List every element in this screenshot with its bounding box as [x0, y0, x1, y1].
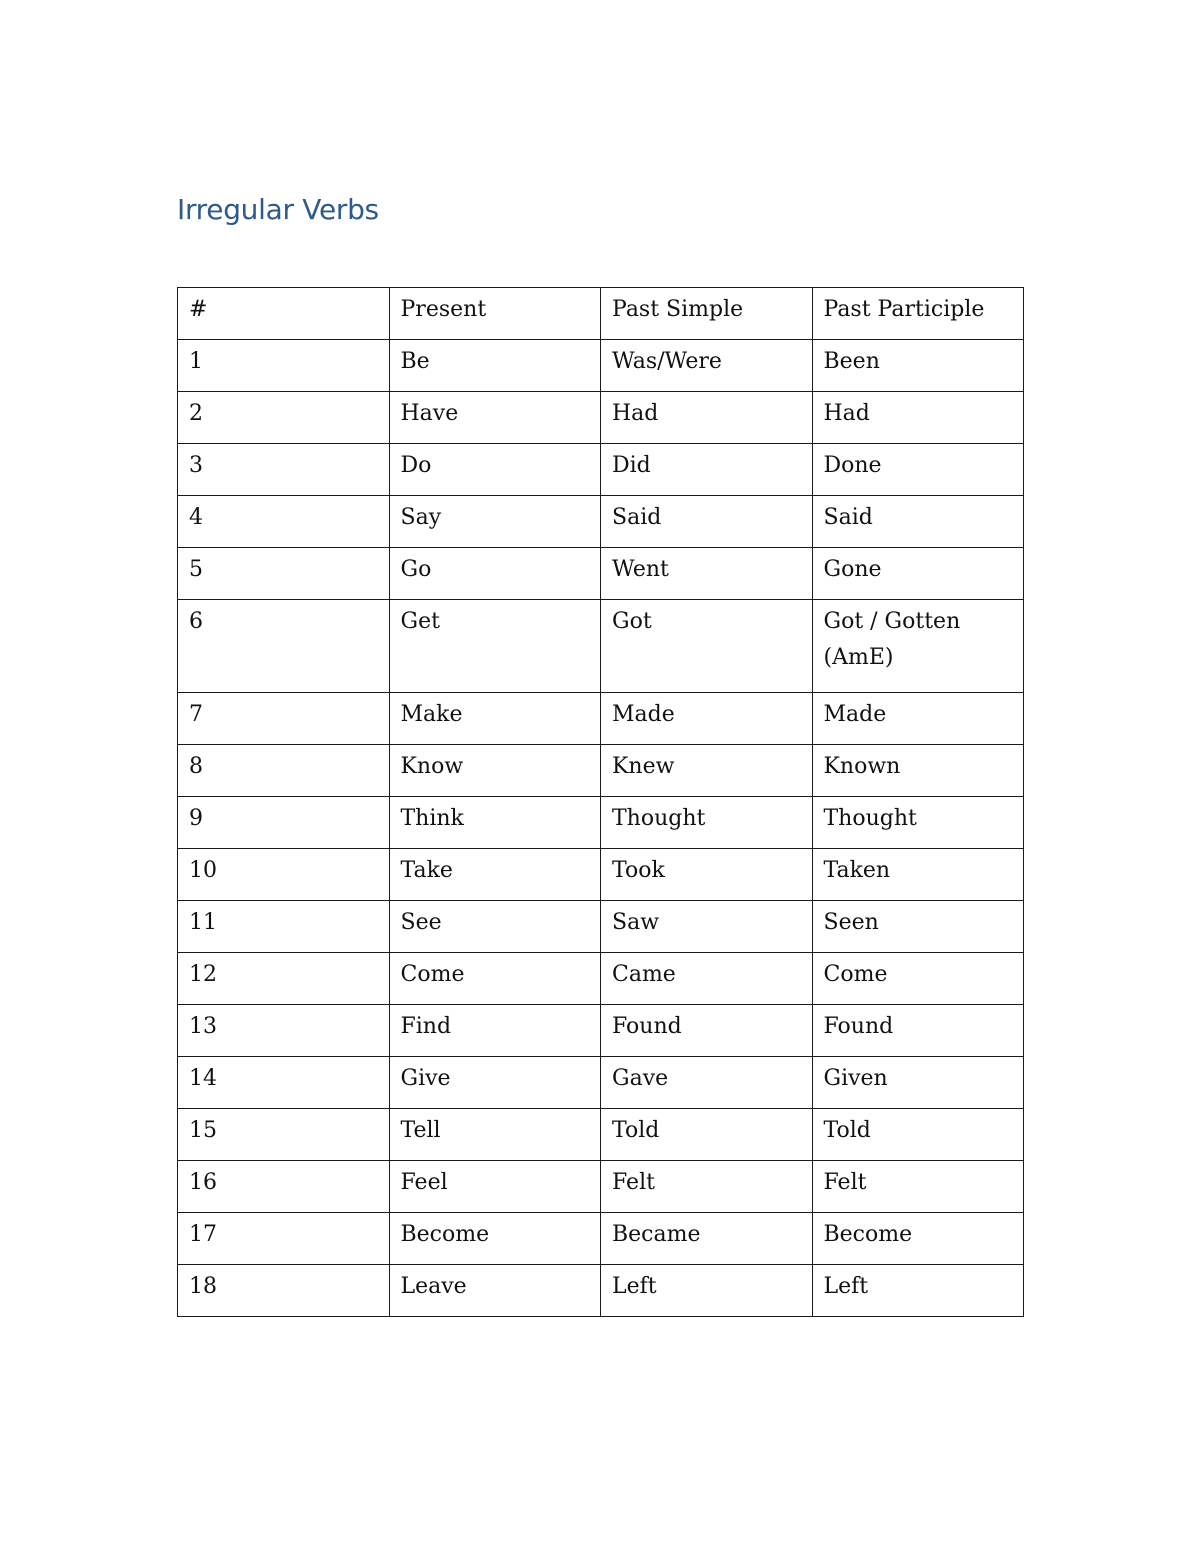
- present-cell: Become: [389, 1213, 601, 1265]
- present-cell: Get: [389, 600, 601, 693]
- row-number: 16: [178, 1161, 390, 1213]
- table-row: [178, 693, 1024, 745]
- past-simple-cell: Gave: [601, 1057, 813, 1109]
- present-cell: See: [389, 901, 601, 953]
- row-number: 11: [178, 901, 390, 953]
- present-cell: Say: [389, 496, 601, 548]
- present-cell: Be: [389, 340, 601, 392]
- past-simple-cell: Felt: [601, 1161, 813, 1213]
- past-participle-cell: Come: [812, 953, 1024, 1005]
- table-row: [178, 496, 1024, 548]
- table-row: [178, 1109, 1024, 1161]
- past-participle-cell: Left: [812, 1265, 1024, 1317]
- past-participle-cell: Felt: [812, 1161, 1024, 1213]
- row-number: 1: [178, 340, 390, 392]
- past-simple-cell: Told: [601, 1109, 813, 1161]
- header-past-participle: Past Participle: [812, 288, 1024, 340]
- page-title: Irregular Verbs: [177, 193, 379, 226]
- present-cell: Take: [389, 849, 601, 901]
- header-past-simple: Past Simple: [601, 288, 813, 340]
- table-row: [178, 1213, 1024, 1265]
- table-row: [178, 953, 1024, 1005]
- table-row: [178, 600, 1024, 693]
- past-simple-cell: Knew: [601, 745, 813, 797]
- header-present: Present: [389, 288, 601, 340]
- row-number: 9: [178, 797, 390, 849]
- past-simple-cell: Found: [601, 1005, 813, 1057]
- past-simple-cell: Went: [601, 548, 813, 600]
- row-number: 12: [178, 953, 390, 1005]
- present-cell: Feel: [389, 1161, 601, 1213]
- past-simple-cell: Was/Were: [601, 340, 813, 392]
- past-participle-cell: Said: [812, 496, 1024, 548]
- row-number: 17: [178, 1213, 390, 1265]
- table-row: [178, 392, 1024, 444]
- past-participle-cell: Done: [812, 444, 1024, 496]
- past-participle-cell: Known: [812, 745, 1024, 797]
- table-row: [178, 1005, 1024, 1057]
- past-participle-cell: Had: [812, 392, 1024, 444]
- present-cell: Have: [389, 392, 601, 444]
- row-number: 6: [178, 600, 390, 693]
- past-participle-cell: Thought: [812, 797, 1024, 849]
- present-cell: Come: [389, 953, 601, 1005]
- past-participle-cell: Given: [812, 1057, 1024, 1109]
- row-number: 10: [178, 849, 390, 901]
- row-number: 2: [178, 392, 390, 444]
- past-simple-cell: Got: [601, 600, 813, 693]
- table-row: [178, 548, 1024, 600]
- row-number: 14: [178, 1057, 390, 1109]
- past-simple-cell: Had: [601, 392, 813, 444]
- past-participle-cell: Made: [812, 693, 1024, 745]
- header-number: #: [178, 288, 390, 340]
- table-row: [178, 444, 1024, 496]
- past-simple-cell: Said: [601, 496, 813, 548]
- row-number: 15: [178, 1109, 390, 1161]
- row-number: 18: [178, 1265, 390, 1317]
- table-row: [178, 849, 1024, 901]
- past-simple-cell: Did: [601, 444, 813, 496]
- past-simple-cell: Became: [601, 1213, 813, 1265]
- past-simple-cell: Made: [601, 693, 813, 745]
- table-row: [178, 1265, 1024, 1317]
- past-simple-cell: Thought: [601, 797, 813, 849]
- table-header-row: [178, 288, 1024, 340]
- table-row: [178, 745, 1024, 797]
- row-number: 8: [178, 745, 390, 797]
- past-participle-cell: Been: [812, 340, 1024, 392]
- past-simple-cell: Saw: [601, 901, 813, 953]
- present-cell: Make: [389, 693, 601, 745]
- past-participle-cell: Become: [812, 1213, 1024, 1265]
- table-row: [178, 1057, 1024, 1109]
- row-number: 7: [178, 693, 390, 745]
- present-cell: Think: [389, 797, 601, 849]
- row-number: 5: [178, 548, 390, 600]
- present-cell: Find: [389, 1005, 601, 1057]
- past-participle-cell: Taken: [812, 849, 1024, 901]
- row-number: 3: [178, 444, 390, 496]
- past-simple-cell: Left: [601, 1265, 813, 1317]
- table-row: [178, 1161, 1024, 1213]
- row-number: 4: [178, 496, 390, 548]
- present-cell: Give: [389, 1057, 601, 1109]
- past-participle-cell: Told: [812, 1109, 1024, 1161]
- past-simple-cell: Came: [601, 953, 813, 1005]
- past-participle-cell: Seen: [812, 901, 1024, 953]
- present-cell: Go: [389, 548, 601, 600]
- present-cell: Do: [389, 444, 601, 496]
- row-number: 13: [178, 1005, 390, 1057]
- past-participle-cell: Gone: [812, 548, 1024, 600]
- present-cell: Know: [389, 745, 601, 797]
- present-cell: Leave: [389, 1265, 601, 1317]
- past-simple-cell: Took: [601, 849, 813, 901]
- table-row: [178, 797, 1024, 849]
- table-row: [178, 901, 1024, 953]
- past-participle-cell: Found: [812, 1005, 1024, 1057]
- table-row: [178, 340, 1024, 392]
- present-cell: Tell: [389, 1109, 601, 1161]
- irregular-verbs-table: [177, 287, 1024, 1317]
- past-participle-cell: Got / Gotten (AmE): [812, 600, 1024, 693]
